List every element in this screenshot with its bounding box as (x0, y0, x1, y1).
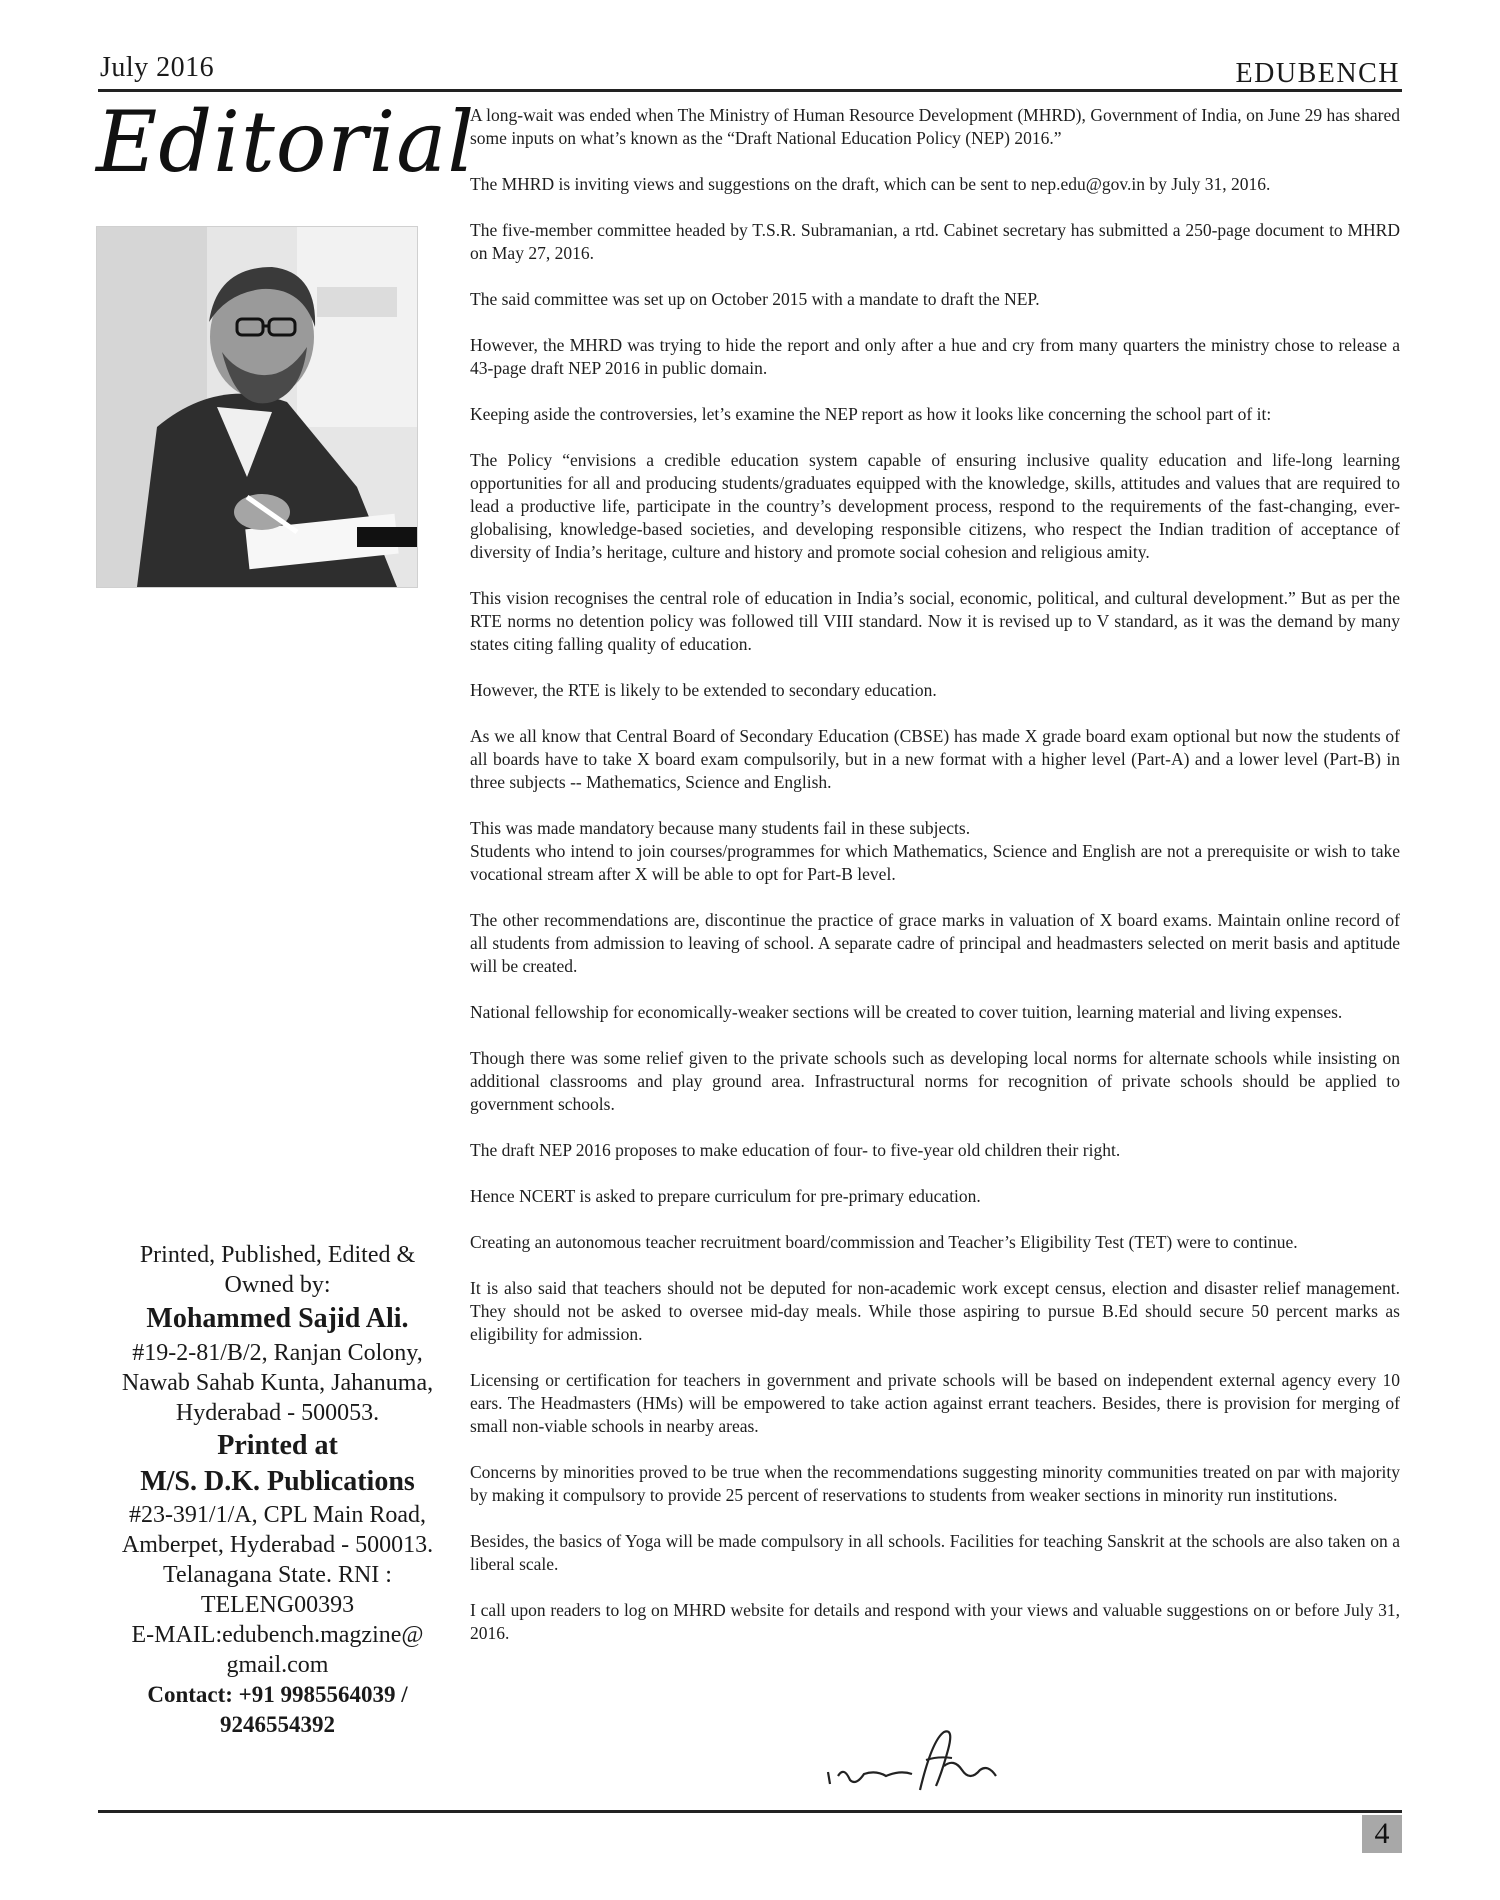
paragraph: Though there was some relief given to the private schools such as developing local norms for alternate schools while insisting on additional classrooms and play ground area. Infrastructural norms for recognition of private schools should be applied to government schools. (470, 1048, 1400, 1114)
email-address: gmail.com (226, 1652, 329, 1678)
footer-rule (98, 1810, 1402, 1813)
page-number: 4 (1362, 1815, 1402, 1853)
paragraph: As we all know that Central Board of Secondary Education (CBSE) has made X grade board exam optional but now the students of all boards have to take X board exam compulsorily, but in a new format with a higher level (Part-A) and a lower level (Part-B) in three subjects -- Mathematics, Science and English. (470, 726, 1400, 792)
printed-at-label: Printed at (217, 1430, 338, 1461)
header-rule (98, 89, 1402, 92)
imprint-block (90, 1240, 465, 1740)
printer-address: #23-391/1/A, CPL Main Road, (128, 1502, 427, 1528)
issue-date: July 2016 (100, 52, 215, 83)
paragraph: Licensing or certification for teachers in government and private schools will be based on independent external agency every 10 ears. The Headmasters (HMs) will be empowered to take action against errant teachers. Besides, there is provision for merging of small non-viable schools in nearby areas. (470, 1370, 1400, 1436)
owner-name: Mohammed Sajid Ali. (146, 1303, 409, 1334)
owner-address: Hyderabad - 500053. (175, 1400, 380, 1426)
paragraph: Concerns by minorities proved to be true when the recommendations suggesting minority communities treated on par with majority by making it compulsory to provide 25 percent of reservations to students from weaker sections in minority run institutions. (470, 1462, 1400, 1505)
paragraph: Hence NCERT is asked to prepare curriculum for pre-primary education. (470, 1186, 981, 1206)
contact-numbers: 9246554392 (220, 1712, 335, 1737)
owner-address: Nawab Sahab Kunta, Jahanuma, (121, 1370, 434, 1396)
paragraph: I call upon readers to log on MHRD website for details and respond with your views and valuable suggestions on or before July 31, 2016. (470, 1600, 1400, 1643)
imprint-line: Owned by: (224, 1272, 331, 1298)
paragraph: The Policy “envisions a credible education system capable of ensuring inclusive quality education and life-long learning opportunities for all and producing students/graduates equipped with the knowledge, skills, attitudes and values that are required to lead a productive life, participate in the country’s development process, respond to the requirements of the fast-changing, ever-globalising, knowledge-based societies, and developing responsible citizens, who respect the Indian tradition of acceptance of diversity of India’s heritage, culture and history and promote social cohesion and religious amity. (470, 450, 1400, 562)
editorial-body (470, 104, 1400, 1668)
paragraph: A long-wait was ended when The Ministry of Human Resource Development (MHRD), Government of India, on June 29 has shared some inputs on what’s known as the “Draft National Education Policy (NEP) 2016.” (470, 105, 1400, 148)
paragraph: National fellowship for economically-weaker sections will be created to cover tuition, learning material and living expenses. (470, 1002, 1343, 1022)
handwritten-signature (820, 1720, 1020, 1800)
printer-address: Amberpet, Hyderabad - 500013. (121, 1532, 434, 1558)
section-title: Editorial (96, 93, 476, 191)
paragraph: Keeping aside the controversies, let’s examine the NEP report as how it looks like concerning the school part of it: (470, 404, 1272, 424)
contact-numbers: Contact: +91 9985564039 / (147, 1682, 408, 1707)
owner-address: #19-2-81/B/2, Ranjan Colony, (132, 1340, 423, 1366)
paragraph: The MHRD is inviting views and suggestions on the draft, which can be sent to nep.edu@gov.in by July 31, 2016. (470, 174, 1271, 194)
paragraph: This was made mandatory because many students fail in these subjects. Students who intend to join courses/programmes for which Mathematics, Science and English are not a prerequisite or wish to take vocational stream after X will be able to opt for Part-B level. (470, 818, 1400, 884)
paragraph: However, the RTE is likely to be extended to secondary education. (470, 680, 937, 700)
paragraph: Besides, the basics of Yoga will be made compulsory in all schools. Facilities for teaching Sanskrit at the schools are also taken on a liberal scale. (470, 1531, 1400, 1574)
paragraph: The five-member committee headed by T.S.R. Subramanian, a rtd. Cabinet secretary has submitted a 250-page document to MHRD on May 27, 2016. (470, 220, 1400, 263)
publication-name: EDUBENCH (1235, 58, 1400, 89)
editor-portrait-photo (96, 226, 418, 588)
rni-number: TELENG00393 (200, 1592, 355, 1618)
paragraph: However, the MHRD was trying to hide the report and only after a hue and cry from many quarters the ministry chose to release a 43-page draft NEP 2016 in public domain. (470, 335, 1400, 378)
paragraph: This vision recognises the central role of education in India’s social, economic, political, and cultural development.” But as per the RTE norms no detention policy was followed till VIII standard. Now it is revised up to V standard, as it was the demand by many states citing falling quality of education. (470, 588, 1400, 654)
paragraph: The said committee was set up on October 2015 with a mandate to draft the NEP. (470, 289, 1040, 309)
paragraph: The other recommendations are, discontinue the practice of grace marks in valuation of X board exams. Maintain online record of all students from admission to leaving of school. A separate cadre of principal and headmasters selected on merit basis and aptitude will be created. (470, 910, 1400, 976)
printer-name: M/S. D.K. Publications (140, 1466, 415, 1497)
paragraph: It is also said that teachers should not be deputed for non-academic work except census, election and disaster relief management. They should not be asked to oversee mid-day meals. While those aspiring to pursue B.Ed should secure 50 percent marks as eligibility for admission. (470, 1278, 1400, 1344)
printer-address: Telanagana State. RNI : (163, 1562, 392, 1588)
paragraph: Creating an autonomous teacher recruitment board/commission and Teacher’s Eligibility Test (TET) were to continue. (470, 1232, 1298, 1252)
email-address: E-MAIL:edubench.magzine@ (131, 1622, 424, 1648)
imprint-line: Printed, Published, Edited & (139, 1242, 416, 1268)
paragraph: The draft NEP 2016 proposes to make education of four- to five-year old children their right. (470, 1140, 1121, 1160)
